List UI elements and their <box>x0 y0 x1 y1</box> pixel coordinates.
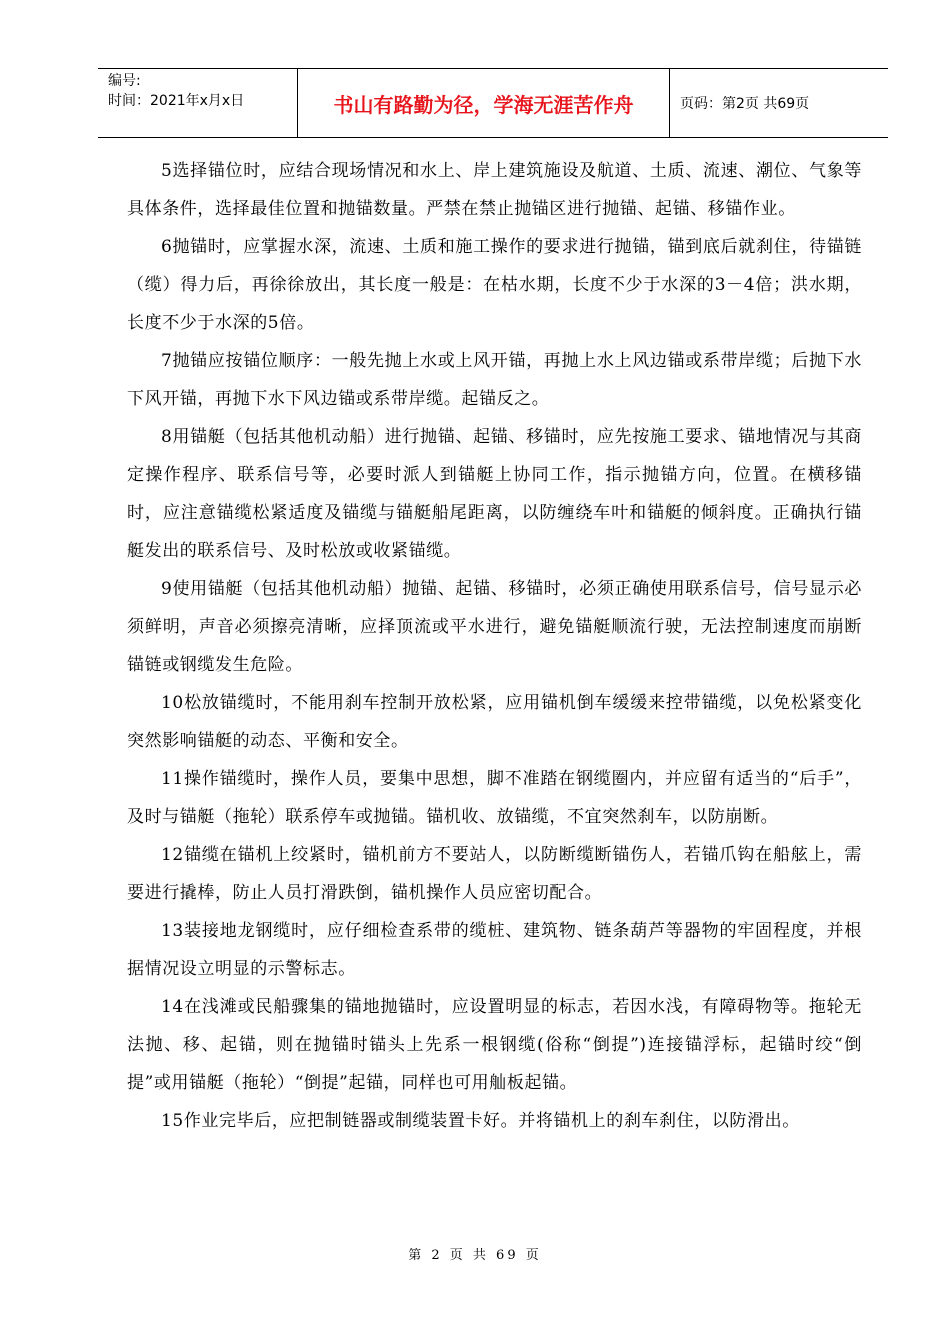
paragraph: 14在浅滩或民船骤集的锚地抛锚时，应设置明显的标志，若因水浅，有障碍物等。拖轮无法抛、移、起锚，则在抛锚时锚头上先系一根钢缆(俗称“倒提”)连接锚浮标，起锚时绞“倒提”或用锚艇（拖轮）“倒提”起锚，同样也可用舢板起锚。 <box>127 997 862 1093</box>
page-header <box>98 68 888 138</box>
paragraph: 8用锚艇（包括其他机动船）进行抛锚、起锚、移锚时，应先按施工要求、锚地情况与其商定操作程序、联系信号等，必要时派人到锚艇上协同工作，指示抛锚方向，位置。在横移锚时，应注意锚缆松紧适度及锚缆与锚艇船尾距离，以防缠绕车叶和锚艇的倾斜度。正确执行锚艇发出的联系信号、及时松放或收紧锚缆。 <box>127 427 862 561</box>
number-label: 编号: <box>108 73 141 89</box>
header-meta <box>98 69 298 137</box>
paragraph: 7抛锚应按锚位顺序：一般先抛上水或上风开锚，再抛上水上风边锚或系带岸缆；后抛下水下风开锚，再抛下水下风边锚或系带岸缆。起锚反之。 <box>127 351 862 409</box>
page-footer: 第 2 页 共 69 页 <box>408 1248 542 1263</box>
paragraph: 15作业完毕后，应把制链器或制缆装置卡好。并将锚机上的刹车刹住，以防滑出。 <box>161 1111 800 1131</box>
paragraph: 13装接地龙钢缆时，应仔细检查系带的缆桩、建筑物、链条葫芦等器物的牢固程度，并根据情况设立明显的示警标志。 <box>127 921 862 979</box>
paragraph: 12锚缆在锚机上绞紧时，锚机前方不要站人，以防断缆断锚伤人，若锚爪钩在船舷上，需要进行撬棒，防止人员打滑跌倒，锚机操作人员应密切配合。 <box>127 845 862 903</box>
paragraph: 9使用锚艇（包括其他机动船）抛锚、起锚、移锚时，必须正确使用联系信号，信号显示必须鲜明，声音必须擦亮清晰，应择顶流或平水进行，避免锚艇顺流行驶，无法控制速度而崩断锚链或钢缆发生危险。 <box>127 579 862 675</box>
document-body <box>127 152 862 1140</box>
paragraph: 11操作锚缆时，操作人员，要集中思想，脚不准踏在钢缆圈内，并应留有适当的“后手”，及时与锚艇（拖轮）联系停车或抛锚。锚机收、放锚缆，不宜突然刹车，以防崩断。 <box>127 769 862 827</box>
paragraph: 6抛锚时，应掌握水深，流速、土质和施工操作的要求进行抛锚，锚到底后就刹住，待锚链（缆）得力后，再徐徐放出，其长度一般是：在枯水期，长度不少于水深的3－4倍；洪水期，长度不少于水深的5倍。 <box>127 237 862 333</box>
time-label: 时间：2021年x月x日 <box>108 93 245 109</box>
paragraph: 10松放锚缆时，不能用刹车控制开放松紧，应用锚机倒车缓缓来控带锚缆，以免松紧变化突然影响锚艇的动态、平衡和安全。 <box>127 693 862 751</box>
header-page-info: 页码：第2页 共69页 <box>680 96 810 112</box>
header-motto: 书山有路勤为径，学海无涯苦作舟 <box>298 69 670 137</box>
paragraph: 5选择锚位时，应结合现场情况和水上、岸上建筑施设及航道、土质、流速、潮位、气象等具体条件，选择最佳位置和抛锚数量。严禁在禁止抛锚区进行抛锚、起锚、移锚作业。 <box>127 161 862 219</box>
